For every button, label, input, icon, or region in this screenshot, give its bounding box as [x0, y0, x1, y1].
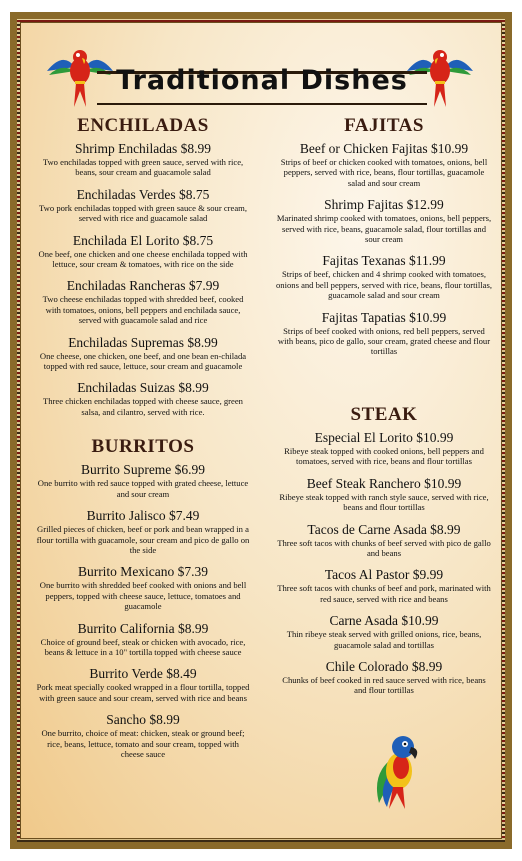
section-title: ENCHILADAS: [77, 115, 209, 136]
section-gap: [273, 366, 495, 404]
section-title: FAJITAS: [344, 115, 424, 136]
menu-item: [273, 430, 495, 467]
menu-item: [273, 253, 495, 300]
menu-item-name: Tacos Al Pastor $9.99: [324, 567, 444, 583]
menu-item: [273, 659, 495, 696]
section-title: BURRITOS: [91, 436, 195, 458]
menu-item-name: Sancho $8.99: [106, 712, 180, 728]
menu-item: [273, 197, 495, 244]
menu-item: [33, 666, 253, 703]
menu-item: [273, 522, 495, 559]
menu-item-description: Strips of beef cooked with onions, red bell peppers, served with beans, pico de gallo, sour cream, grated cheese and flour tortillas: [277, 325, 491, 357]
menu-item: [273, 613, 495, 650]
menu-item-description: Grilled pieces of chicken, beef or pork and bean wrapped in a flour tortilla with guacamole, sour cream and pico de gallo on the side: [36, 524, 250, 555]
menu-item-name: Enchiladas Suizas $8.99: [77, 380, 209, 396]
menu-item-description: One burrito with shredded beef cooked with onions and bell peppers, topped with cheese sauce, lettuce, tomatoes and guacamole: [39, 580, 247, 612]
parrot-mascot-icon: [367, 731, 427, 811]
menu-item: [273, 141, 495, 188]
menu-item-name: Beef Steak Ranchero $10.99: [306, 475, 462, 491]
menu-item-description: One burrito with red sauce topped with grated cheese, lettuce and sour cream: [37, 478, 249, 499]
section-gap: [33, 426, 253, 436]
left-column: [33, 115, 253, 768]
menu-header: [21, 41, 503, 116]
menu-item: [33, 508, 253, 555]
menu-item-name: Shrimp Fajitas $12.99: [324, 197, 444, 213]
menu-item-description: Ribeye steak topped with cooked onions, bell peppers and tomatoes, served with rice, beans and flour tortillas: [284, 445, 484, 467]
menu-item: [33, 380, 253, 417]
menu-item-name: Beef or Chicken Fajitas $10.99: [299, 141, 469, 156]
menu-item-description: Two cheese enchiladas topped with shredded beef, cooked with tomatoes, onions, bell peppers and enchilada sauce, served with guacamole salad and rice: [42, 294, 244, 326]
menu-item-description: Chunks of beef cooked in red sauce served with rice, beans and flour tortillas: [282, 674, 486, 696]
right-column: [273, 115, 495, 705]
menu-item-description: Two enchiladas topped with green sauce, served with rice, beans, sour cream and guacamole salad: [42, 157, 244, 178]
menu-title: Traditional Dishes: [116, 65, 408, 96]
menu-item: [33, 712, 253, 759]
menu-item-name: Carne Asada $10.99: [329, 613, 439, 629]
menu-item-name: Burrito California $8.99: [77, 620, 209, 636]
menu-item-name: Enchiladas Verdes $8.75: [76, 186, 210, 202]
menu-item: [33, 462, 253, 499]
menu-item-description: Two pork enchiladas topped with green sauce & sour cream, served with rice and guacamole salad: [39, 202, 247, 224]
menu-item-description: One cheese, one chicken, one beef, and one bean en-chilada topped with red sauce, lettuce, sour cream and guacamole: [39, 350, 247, 372]
menu-item: [33, 278, 253, 325]
menu-item-name: Especial El Lorito $10.99: [314, 429, 454, 445]
menu-item: [273, 567, 495, 604]
menu-item-name: Burrito Supreme $6.99: [80, 462, 206, 478]
menu-panel: [20, 22, 502, 839]
menu-item-name: Enchiladas Supremas $8.99: [68, 334, 218, 350]
menu-item-description: One burrito, choice of meat: chicken, steak or ground beef; rice, beans, lettuce, tomato and sour cream, topped with cheese sauce: [41, 728, 245, 759]
menu-item: [33, 621, 253, 658]
menu-item: [33, 233, 253, 270]
menu-item-name: Enchilada El Lorito $8.75: [72, 232, 214, 248]
menu-item: [33, 187, 253, 224]
menu-item: [33, 141, 253, 178]
menu-item-name: Tacos de Carne Asada $8.99: [307, 521, 461, 537]
menu-item-description: One beef, one chicken and one cheese enchilada topped with lettuce, sour cream & tomatoes, with rice on the side: [38, 248, 248, 270]
menu-item-description: Three soft tacos with chunks of beef served with pico de gallo and beans: [277, 537, 491, 558]
menu-item-description: Three chicken enchiladas topped with cheese sauce, green salsa, and cilantro, served with rice.: [43, 396, 243, 417]
menu-item-description: Strips of beef or chicken cooked with tomatoes, onions, bell peppers, served with rice, beans, flour tortillas, guacamole salad and sour cream: [280, 157, 488, 188]
menu-item-description: Choice of ground beef, steak or chicken with avocado, rice, beans & lettuce in a 10" tortilla topped with cheese sauce: [40, 636, 246, 657]
title-rule-bottom: [97, 103, 427, 105]
menu-item: [33, 564, 253, 611]
menu-item-name: Shrimp Enchiladas $8.99: [74, 141, 212, 156]
menu-item-name: Enchiladas Rancheras $7.99: [66, 278, 220, 294]
section-title: STEAK: [350, 403, 418, 425]
menu-item-description: Thin ribeye steak served with grilled onions, rice, beans, guacamole salad and tortillas: [286, 629, 482, 650]
menu-item-name: Fajitas Tapatias $10.99: [321, 309, 447, 325]
menu-item-description: Strips of beef, chicken and 4 shrimp cooked with tomatoes, onions and bell peppers, served with rice, beans, flour tortillas, guacamole salad and sour cream: [276, 269, 492, 301]
menu-item: [273, 310, 495, 357]
menu-item-name: Chile Colorado $8.99: [325, 658, 443, 674]
menu-item-description: Marinated shrimp cooked with tomatoes, onions, bell peppers, served with rice, beans, guacamole salad, flour tortillas and sour cream: [276, 213, 492, 245]
menu-item-name: Burrito Verde $8.49: [89, 666, 197, 682]
menu-item: [33, 335, 253, 372]
menu-item-name: Fajitas Texanas $11.99: [322, 253, 446, 269]
menu-item: [273, 476, 495, 513]
menu-item-description: Three soft tacos with chunks of beef and pork, marinated with red sauce, served with rice and beans: [277, 583, 491, 604]
menu-item-description: Pork meat specially cooked wrapped in a flour tortilla, topped with green sauce and sour cream, served with rice and beans: [36, 682, 250, 703]
menu-item-name: Burrito Mexicano $7.39: [77, 564, 209, 580]
menu-item-description: Ribeye steak topped with ranch style sauce, served with rice, beans and flour tortillas: [279, 491, 489, 513]
menu-item-name: Burrito Jalisco $7.49: [86, 508, 200, 524]
